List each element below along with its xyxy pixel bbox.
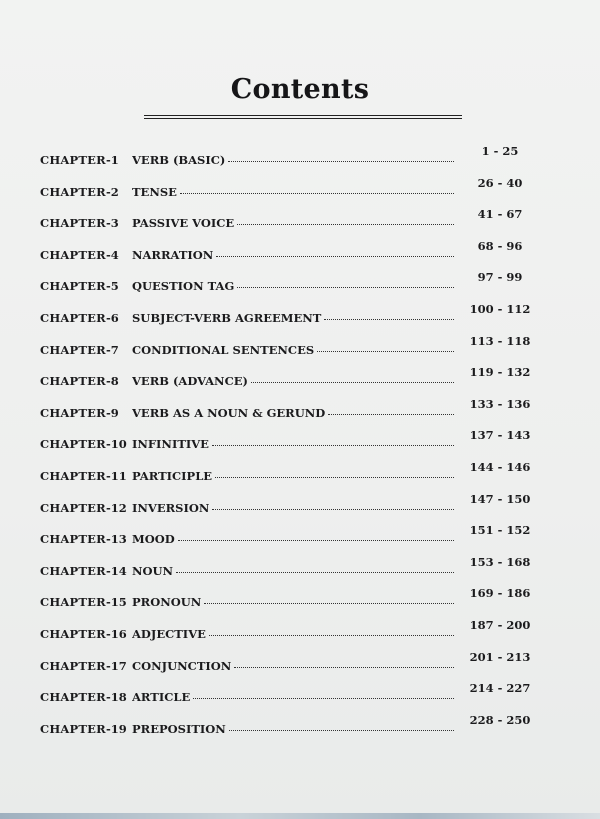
- toc-row: [0, 175, 600, 199]
- chapter-label: CHAPTER: [40, 658, 106, 673]
- page-range: 68 - 96: [477, 238, 523, 253]
- chapter-number: -17: [106, 658, 127, 673]
- dot-leader: [324, 319, 454, 320]
- chapter-title: NARRATION: [132, 247, 214, 262]
- chapter-number: -16: [106, 627, 127, 641]
- dot-leader: [234, 667, 454, 668]
- toc-row: [0, 712, 600, 736]
- chapter-title: ARTICLE: [132, 690, 191, 705]
- dot-leader: [209, 635, 454, 636]
- chapter-label: CHAPTER: [40, 437, 106, 452]
- chapter-entry: [132, 690, 454, 704]
- toc-row: [0, 680, 600, 704]
- page-range: 144 - 146: [469, 460, 531, 474]
- chapter-label: CHAPTER: [40, 690, 106, 705]
- chapter-label: CHAPTER: [40, 627, 106, 641]
- chapter-label: CHAPTER: [40, 595, 106, 610]
- toc-row: [0, 364, 600, 388]
- dot-leader: [180, 193, 454, 194]
- chapter-number: -13: [106, 532, 127, 547]
- chapter-title: VERB (ADVANCE): [132, 374, 248, 389]
- chapter-entry: [132, 185, 454, 199]
- chapter-label: CHAPTER: [40, 532, 106, 547]
- chapter-entry: [132, 248, 454, 262]
- chapter-number: -11: [106, 469, 127, 483]
- chapter-entry: [132, 564, 454, 578]
- chapter-number: -10: [106, 437, 127, 452]
- toc-row: [0, 554, 600, 578]
- chapter-label: CHAPTER: [40, 469, 106, 483]
- page-range: 151 - 152: [469, 523, 531, 538]
- toc-row: [0, 143, 600, 167]
- chapter-number: -14: [106, 563, 127, 578]
- toc-row: [0, 427, 600, 451]
- toc-row: [0, 333, 600, 357]
- chapter-title: PREPOSITION: [132, 721, 226, 736]
- page-range: 97 - 99: [477, 270, 523, 285]
- page-range: 1 - 25: [481, 144, 519, 158]
- page-range: 214 - 227: [469, 681, 531, 696]
- chapter-entry: [132, 627, 454, 641]
- chapter-label: CHAPTER: [40, 279, 106, 294]
- chapter-title: PASSIVE VOICE: [132, 216, 235, 231]
- page-range: 147 - 150: [469, 491, 531, 506]
- chapter-number: -6: [106, 311, 119, 325]
- toc-row: [0, 491, 600, 515]
- toc-row: [0, 459, 600, 483]
- chapter-title: TENSE: [132, 184, 177, 199]
- dot-leader: [204, 603, 454, 604]
- dot-leader: [212, 445, 454, 446]
- chapter-entry: [132, 595, 454, 609]
- chapter-entry: [132, 406, 454, 420]
- toc-row: [0, 206, 600, 230]
- chapter-number: -18: [106, 690, 127, 705]
- chapter-label: CHAPTER: [40, 500, 106, 515]
- chapter-entry: [132, 437, 454, 451]
- page-range: 119 - 132: [469, 365, 531, 380]
- page-range: 201 - 213: [469, 649, 531, 664]
- chapter-number: -19: [106, 721, 127, 736]
- chapter-entry: [132, 216, 454, 230]
- chapter-title: PRONOUN: [132, 595, 202, 610]
- chapter-title: VERB (BASIC): [132, 153, 226, 167]
- chapter-label: CHAPTER: [40, 721, 106, 736]
- chapter-number: -8: [106, 374, 119, 389]
- chapter-label: CHAPTER: [40, 247, 106, 262]
- chapter-title: QUESTION TAG: [132, 279, 235, 294]
- dot-leader: [328, 414, 454, 415]
- chapter-entry: [132, 469, 454, 483]
- chapter-number: -4: [106, 247, 119, 262]
- chapter-label: CHAPTER: [40, 374, 106, 389]
- dot-leader: [176, 572, 454, 573]
- chapter-entry: [132, 501, 454, 515]
- toc-row: [0, 396, 600, 420]
- chapter-title: NOUN: [132, 563, 174, 578]
- chapter-title: SUBJECT-VERB AGREEMENT: [132, 311, 322, 325]
- chapter-title: MOOD: [132, 532, 175, 547]
- page-bottom-edge: [0, 813, 600, 819]
- chapter-entry: [132, 153, 454, 167]
- chapter-number: -2: [106, 184, 119, 199]
- chapter-entry: [132, 532, 454, 546]
- page-range: 169 - 186: [469, 586, 531, 601]
- dot-leader: [229, 730, 454, 731]
- chapter-label: CHAPTER: [40, 563, 106, 578]
- dot-leader: [178, 540, 454, 541]
- toc-row: [0, 649, 600, 673]
- title-underline: [144, 115, 462, 119]
- chapter-number: -9: [106, 405, 119, 420]
- chapter-number: -7: [106, 342, 119, 357]
- dot-leader: [215, 477, 454, 478]
- page-range: 41 - 67: [477, 207, 523, 222]
- chapter-label: CHAPTER: [40, 342, 106, 357]
- dot-leader: [251, 382, 454, 383]
- dot-leader: [228, 161, 454, 162]
- chapter-number: -3: [106, 216, 119, 231]
- toc-row: [0, 617, 600, 641]
- chapter-title: ADJECTIVE: [132, 627, 206, 641]
- toc-row: [0, 522, 600, 546]
- chapter-title: PARTICIPLE: [132, 469, 213, 483]
- toc-row: [0, 301, 600, 325]
- chapter-number: -12: [106, 500, 127, 515]
- dot-leader: [193, 698, 454, 699]
- chapter-label: CHAPTER: [40, 311, 106, 325]
- page-range: 26 - 40: [477, 175, 523, 190]
- page-range: 153 - 168: [469, 554, 531, 569]
- chapter-label: CHAPTER: [40, 405, 106, 420]
- toc-row: [0, 238, 600, 262]
- chapter-title: INFINITIVE: [132, 437, 209, 452]
- dot-leader: [237, 224, 454, 225]
- chapter-entry: [132, 279, 454, 293]
- dot-leader: [317, 351, 454, 352]
- page-range: 187 - 200: [469, 618, 531, 632]
- page-title: Contents: [230, 74, 370, 105]
- page-range: 137 - 143: [469, 428, 531, 443]
- chapter-title: VERB AS A NOUN & GERUND: [132, 405, 326, 420]
- page-range: 133 - 136: [469, 396, 531, 411]
- chapter-number: -15: [106, 595, 127, 610]
- chapter-entry: [132, 343, 454, 357]
- dot-leader: [216, 256, 454, 257]
- page-range: 100 - 112: [469, 302, 531, 316]
- dot-leader: [237, 287, 454, 288]
- chapter-entry: [132, 374, 454, 388]
- chapter-label: CHAPTER: [40, 216, 106, 231]
- chapter-number: -1: [106, 153, 119, 167]
- page-range: 228 - 250: [469, 712, 531, 727]
- toc-row: [0, 585, 600, 609]
- chapter-entry: [132, 311, 454, 325]
- chapter-title: INVERSION: [132, 500, 210, 515]
- chapter-entry: [132, 722, 454, 736]
- page-range: 113 - 118: [469, 333, 531, 348]
- chapter-number: -5: [106, 279, 119, 294]
- chapter-label: CHAPTER: [40, 153, 106, 167]
- dot-leader: [212, 509, 454, 510]
- chapter-title: CONDITIONAL SENTENCES: [132, 342, 315, 357]
- chapter-label: CHAPTER: [40, 184, 106, 199]
- toc-row: [0, 269, 600, 293]
- chapter-title: CONJUNCTION: [132, 658, 232, 673]
- chapter-entry: [132, 659, 454, 673]
